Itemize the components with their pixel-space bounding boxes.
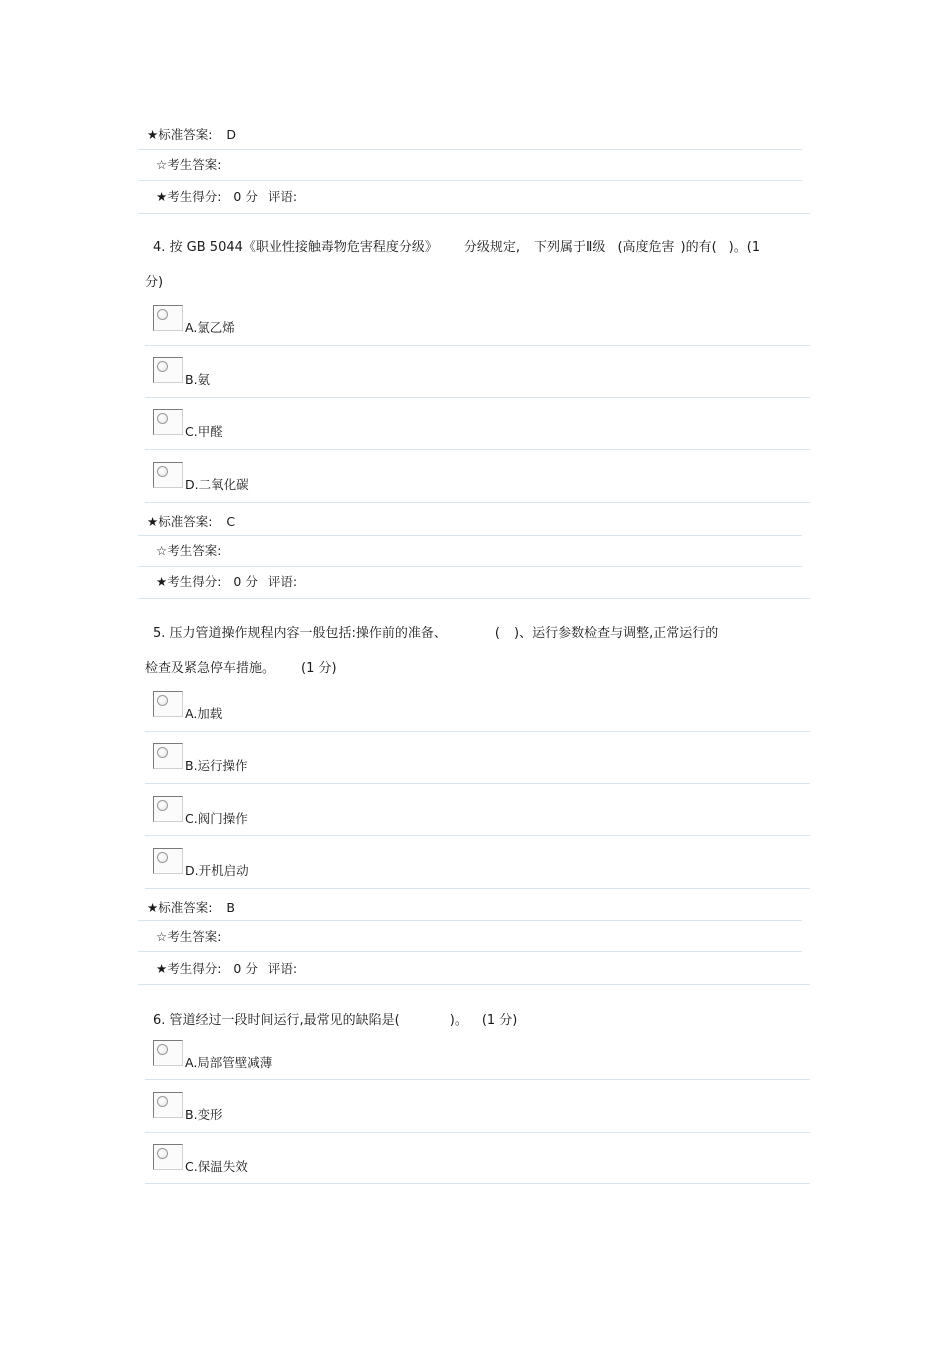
q3-score-row xyxy=(156,187,297,205)
q5-option-d-radio[interactable] xyxy=(153,848,183,874)
q5-stem-line1 xyxy=(153,622,718,641)
divider xyxy=(145,502,810,503)
q5-stem-line2 xyxy=(145,657,337,676)
comment-label: 评语: xyxy=(267,189,298,204)
radio-circle-icon xyxy=(157,695,168,706)
divider xyxy=(145,1079,810,1080)
radio-circle-icon xyxy=(157,852,168,863)
q6-option-b-radio[interactable] xyxy=(153,1092,183,1118)
divider xyxy=(138,180,802,181)
divider xyxy=(145,449,810,450)
divider xyxy=(145,1183,810,1184)
radio-circle-icon xyxy=(157,1096,168,1107)
q5-option-a-radio[interactable] xyxy=(153,691,183,717)
q6-option-c-label[interactable]: C.保温失效 xyxy=(185,1159,248,1174)
q4-stem-part: (高度危害 xyxy=(617,240,675,255)
q5-option-d-label[interactable]: D.开机启动 xyxy=(185,863,249,878)
divider xyxy=(138,149,802,150)
divider xyxy=(145,731,810,732)
divider xyxy=(145,345,810,346)
q4-option-d-radio[interactable] xyxy=(153,462,183,488)
divider xyxy=(145,397,810,398)
q6-stem-part: 6. 管道经过一段时间运行,最常见的缺陷是( xyxy=(153,1013,400,1028)
q5-option-b-radio[interactable] xyxy=(153,743,183,769)
radio-circle-icon xyxy=(157,1044,168,1055)
q6-option-b-label[interactable]: B.变形 xyxy=(185,1107,223,1122)
radio-circle-icon xyxy=(157,361,168,372)
q6-option-c-radio[interactable] xyxy=(153,1144,183,1170)
comment-label: 评语: xyxy=(267,574,298,589)
q3-student-answer-label: ☆考生答案: xyxy=(156,157,222,172)
radio-circle-icon xyxy=(157,413,168,424)
q4-option-d-label[interactable]: D.二氧化碳 xyxy=(185,477,249,492)
score-value: 0 分 xyxy=(233,961,258,976)
divider xyxy=(138,598,810,599)
q4-standard-answer xyxy=(147,512,235,530)
q6-stem-line1 xyxy=(153,1009,517,1028)
q5-stem-score: (1 分) xyxy=(301,661,337,676)
q5-stem-part: 检查及紧急停车措施。 xyxy=(145,661,276,676)
divider xyxy=(145,835,810,836)
q4-stem-part: 下列属于Ⅱ级 xyxy=(534,240,606,255)
q6-option-a-radio[interactable] xyxy=(153,1040,183,1066)
q5-stem-part: 5. 压力管道操作规程内容一般包括:操作前的准备、 xyxy=(153,626,447,641)
q4-student-answer-label: ☆考生答案: xyxy=(156,543,222,558)
q5-option-c-radio[interactable] xyxy=(153,796,183,822)
q5-stem-part: ( xyxy=(494,626,500,641)
standard-answer-label: ★标准答案: xyxy=(147,127,213,142)
radio-circle-icon xyxy=(157,747,168,758)
q5-score-row xyxy=(156,959,297,977)
q4-option-b-radio[interactable] xyxy=(153,357,183,383)
score-value: 0 分 xyxy=(233,189,258,204)
q5-standard-answer xyxy=(147,898,235,916)
q4-stem-part: )。(1 xyxy=(728,240,761,255)
standard-answer-value: B xyxy=(226,900,235,915)
q6-stem-score: (1 分) xyxy=(481,1013,518,1028)
q4-stem-line2: 分) xyxy=(145,275,164,290)
standard-answer-value: D xyxy=(226,127,237,142)
q4-stem-line1 xyxy=(153,236,760,255)
q6-option-a-label[interactable]: A.局部管壁减薄 xyxy=(185,1055,273,1070)
standard-answer-label: ★标准答案: xyxy=(147,514,213,529)
q4-option-c-radio[interactable] xyxy=(153,409,183,435)
divider xyxy=(145,1132,810,1133)
divider xyxy=(138,566,802,567)
q6-stem-part: )。 xyxy=(449,1013,468,1028)
radio-circle-icon xyxy=(157,466,168,477)
q4-score-row xyxy=(156,572,297,590)
divider xyxy=(145,888,810,889)
standard-answer-value: C xyxy=(226,514,236,529)
divider xyxy=(138,984,810,985)
divider xyxy=(138,535,802,536)
radio-circle-icon xyxy=(157,309,168,320)
divider xyxy=(138,213,810,214)
q3-standard-answer xyxy=(147,125,236,143)
q4-option-a-label[interactable]: A.氯乙烯 xyxy=(185,320,235,335)
q4-option-a-radio[interactable] xyxy=(153,305,183,331)
divider xyxy=(145,783,810,784)
q5-stem-part: )、运行参数检查与调整,正常运行的 xyxy=(514,626,719,641)
radio-circle-icon xyxy=(157,800,168,811)
score-label: ★考生得分: xyxy=(156,961,222,976)
score-value: 0 分 xyxy=(233,574,258,589)
q4-option-b-label[interactable]: B.氨 xyxy=(185,372,211,387)
q4-option-c-label[interactable]: C.甲醛 xyxy=(185,424,223,439)
q4-stem-part: )的有( xyxy=(680,240,717,255)
standard-answer-label: ★标准答案: xyxy=(147,900,213,915)
radio-circle-icon xyxy=(157,1148,168,1159)
q5-option-c-label[interactable]: C.阀门操作 xyxy=(185,811,248,826)
comment-label: 评语: xyxy=(267,961,298,976)
divider xyxy=(138,920,802,921)
q4-stem-part: 分级规定, xyxy=(463,240,521,255)
q5-option-a-label[interactable]: A.加载 xyxy=(185,706,223,721)
q5-student-answer-label: ☆考生答案: xyxy=(156,929,222,944)
q4-stem-part: 4. 按 GB 5044《职业性接触毒物危害程度分级》 xyxy=(153,240,438,255)
score-label: ★考生得分: xyxy=(156,574,222,589)
score-label: ★考生得分: xyxy=(156,189,222,204)
divider xyxy=(138,951,802,952)
q5-option-b-label[interactable]: B.运行操作 xyxy=(185,758,248,773)
